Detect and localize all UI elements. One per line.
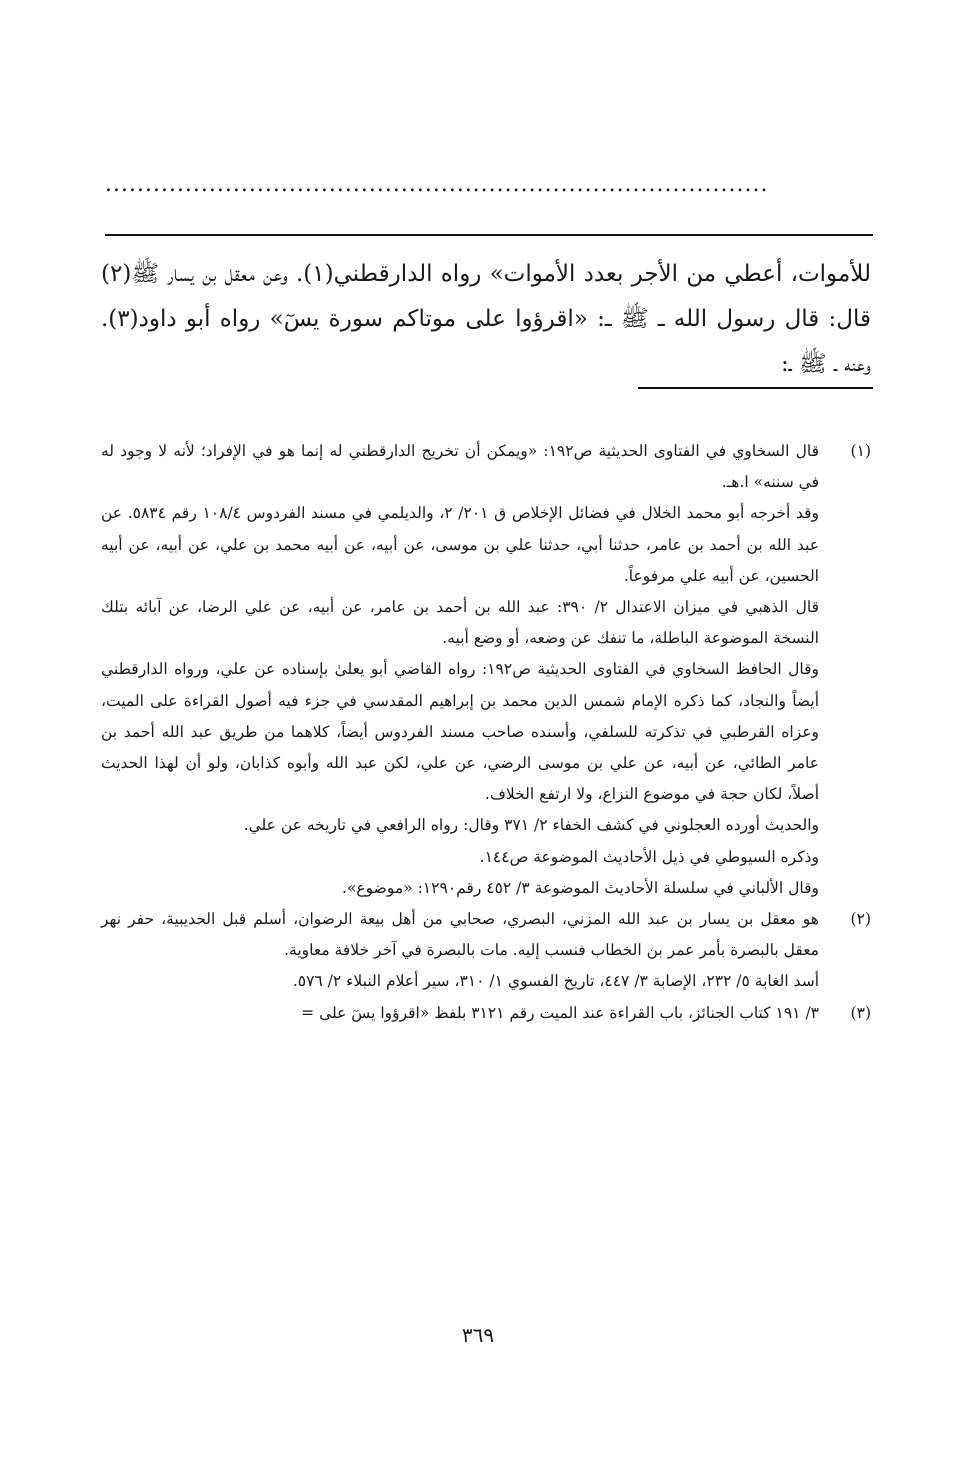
- footnote-paragraph: وقال الألباني في سلسلة الأحاديث الموضوعة ٣/ ٤٥٢ رقم١٢٩٠: «موضوع».: [342, 878, 819, 897]
- footnote-number: (٣): [850, 1003, 871, 1022]
- top-rule: [105, 234, 873, 236]
- footnotes: [101, 436, 871, 1029]
- footnote-paragraph: قال السخاوي في الفتاوى الحديثية ص١٩٢: «ويمكن أن تخريج الدارقطني له إنما هو في الإفراد؛ لأنه لا وجود له في سننه» ا.هـ.: [101, 442, 819, 492]
- footnote-paragraph: أسد الغابة ٥/ ٢٣٢، الإصابة ٣/ ٤٤٧، تاريخ الفسوي ١/ ٣١٠، سير أعلام النبلاء ٢/ ٥٧٦.: [292, 972, 819, 991]
- footnote-1: [101, 436, 871, 904]
- footnote-separator: [638, 387, 873, 389]
- footnote-2: [101, 904, 871, 998]
- footnote-paragraph: وذكره السيوطي في ذيل الأحاديث الموضوعة ص١٤٤.: [479, 847, 819, 866]
- page-number: ٣٦٩: [461, 1323, 495, 1347]
- footnote-2-head: [101, 904, 871, 966]
- footnote-paragraph: وقد أخرجه أبو محمد الخلال في فضائل الإخلاص ق ٢٠١/ ٢، والديلمي في مسند الفردوس ١٠٨/٤ رقم ٥٨٣٤. عن عبد الله بن أحمد بن عامر، حدثنا أبي، حدثنا علي بن موسى، عن أبيه، عن أبيه محمد بن علي، عن أبيه، عن أبيه الحسين، عن أبيه علي مرفوعاً.: [101, 504, 820, 585]
- footnote-number: (١): [850, 442, 871, 460]
- main-text-block: [101, 252, 871, 387]
- main-paragraph: للأموات، أعطي من الأجر بعدد الأموات» رواه الدارقطني(١). وعن معقل بن يسار ﷺ(٢) قال: قال رسول الله ـ ﷺ ـ: «اقرؤوا على موتاكم سورة يسٓ» رواه أبو داود(٣). وعنه ـ ﷺ ـ:: [101, 261, 871, 377]
- footnote-paragraph: ٣/ ١٩١ كتاب الجنائز، باب القراءة عند الميت رقم ٣١٢١ بلفظ «اقرؤوا يسٓ على =: [301, 1003, 819, 1022]
- footnote-number: (٢): [850, 910, 871, 929]
- footnote-3-head: [101, 998, 871, 1029]
- footnote-paragraph: قال الذهبي في ميزان الاعتدال ٢/ ٣٩٠: عبد الله بن أحمد بن عامر، عن أبيه، عن علي الرضا، عن آبائه بتلك النسخة الموضوعة الباطلة، ما تنفك عن وضعه، أو وضع أبيه.: [101, 598, 820, 648]
- footnote-3: [101, 998, 871, 1029]
- footnote-paragraph: هو معقل بن يسار بن عبد الله المزني، البصري، صحابي من أهل بيعة الرضوان، أسلم قبل الحديبية، حفر نهر معقل بالبصرة بأمر عمر بن الخطاب فنسب إليه. مات بالبصرة في آخر خلافة معاوية.: [101, 910, 819, 960]
- footnote-1-head: [101, 436, 871, 498]
- dotted-separator: ...................................................................................: [105, 172, 769, 197]
- footnote-paragraph: والحديث أورده العجلوني في كشف الخفاء ٢/ ٣٧١ وقال: رواه الرافعي في تاريخه عن علي.: [243, 816, 819, 835]
- footnote-paragraph: وقال الحافظ السخاوي في الفتاوى الحديثية ص١٩٢: رواه القاضي أبو يعلىٰ بإسناده عن علي، ورواه الدارقطني أيضاً والنجاد، كما ذكره الإمام شمس الدين محمد بن إبراهيم المقدسي في جزء فيه أصول القراءة على الميت، وعزاه القرطبي في تذكرته للسلفي، وأسنده صاحب مسند الفردوس أيضاً، كلاهما من طريق عبد الله أحمد بن عامر الطائي، عن أبيه، عن علي بن موسى الرضي، عن علي، لكن عبد الله وأبوه كذابان، ولو أن لهذا الحديث أصلاً، لكان حجة في موضوع النزاع، ولا ارتفع الخلاف.: [101, 660, 819, 804]
